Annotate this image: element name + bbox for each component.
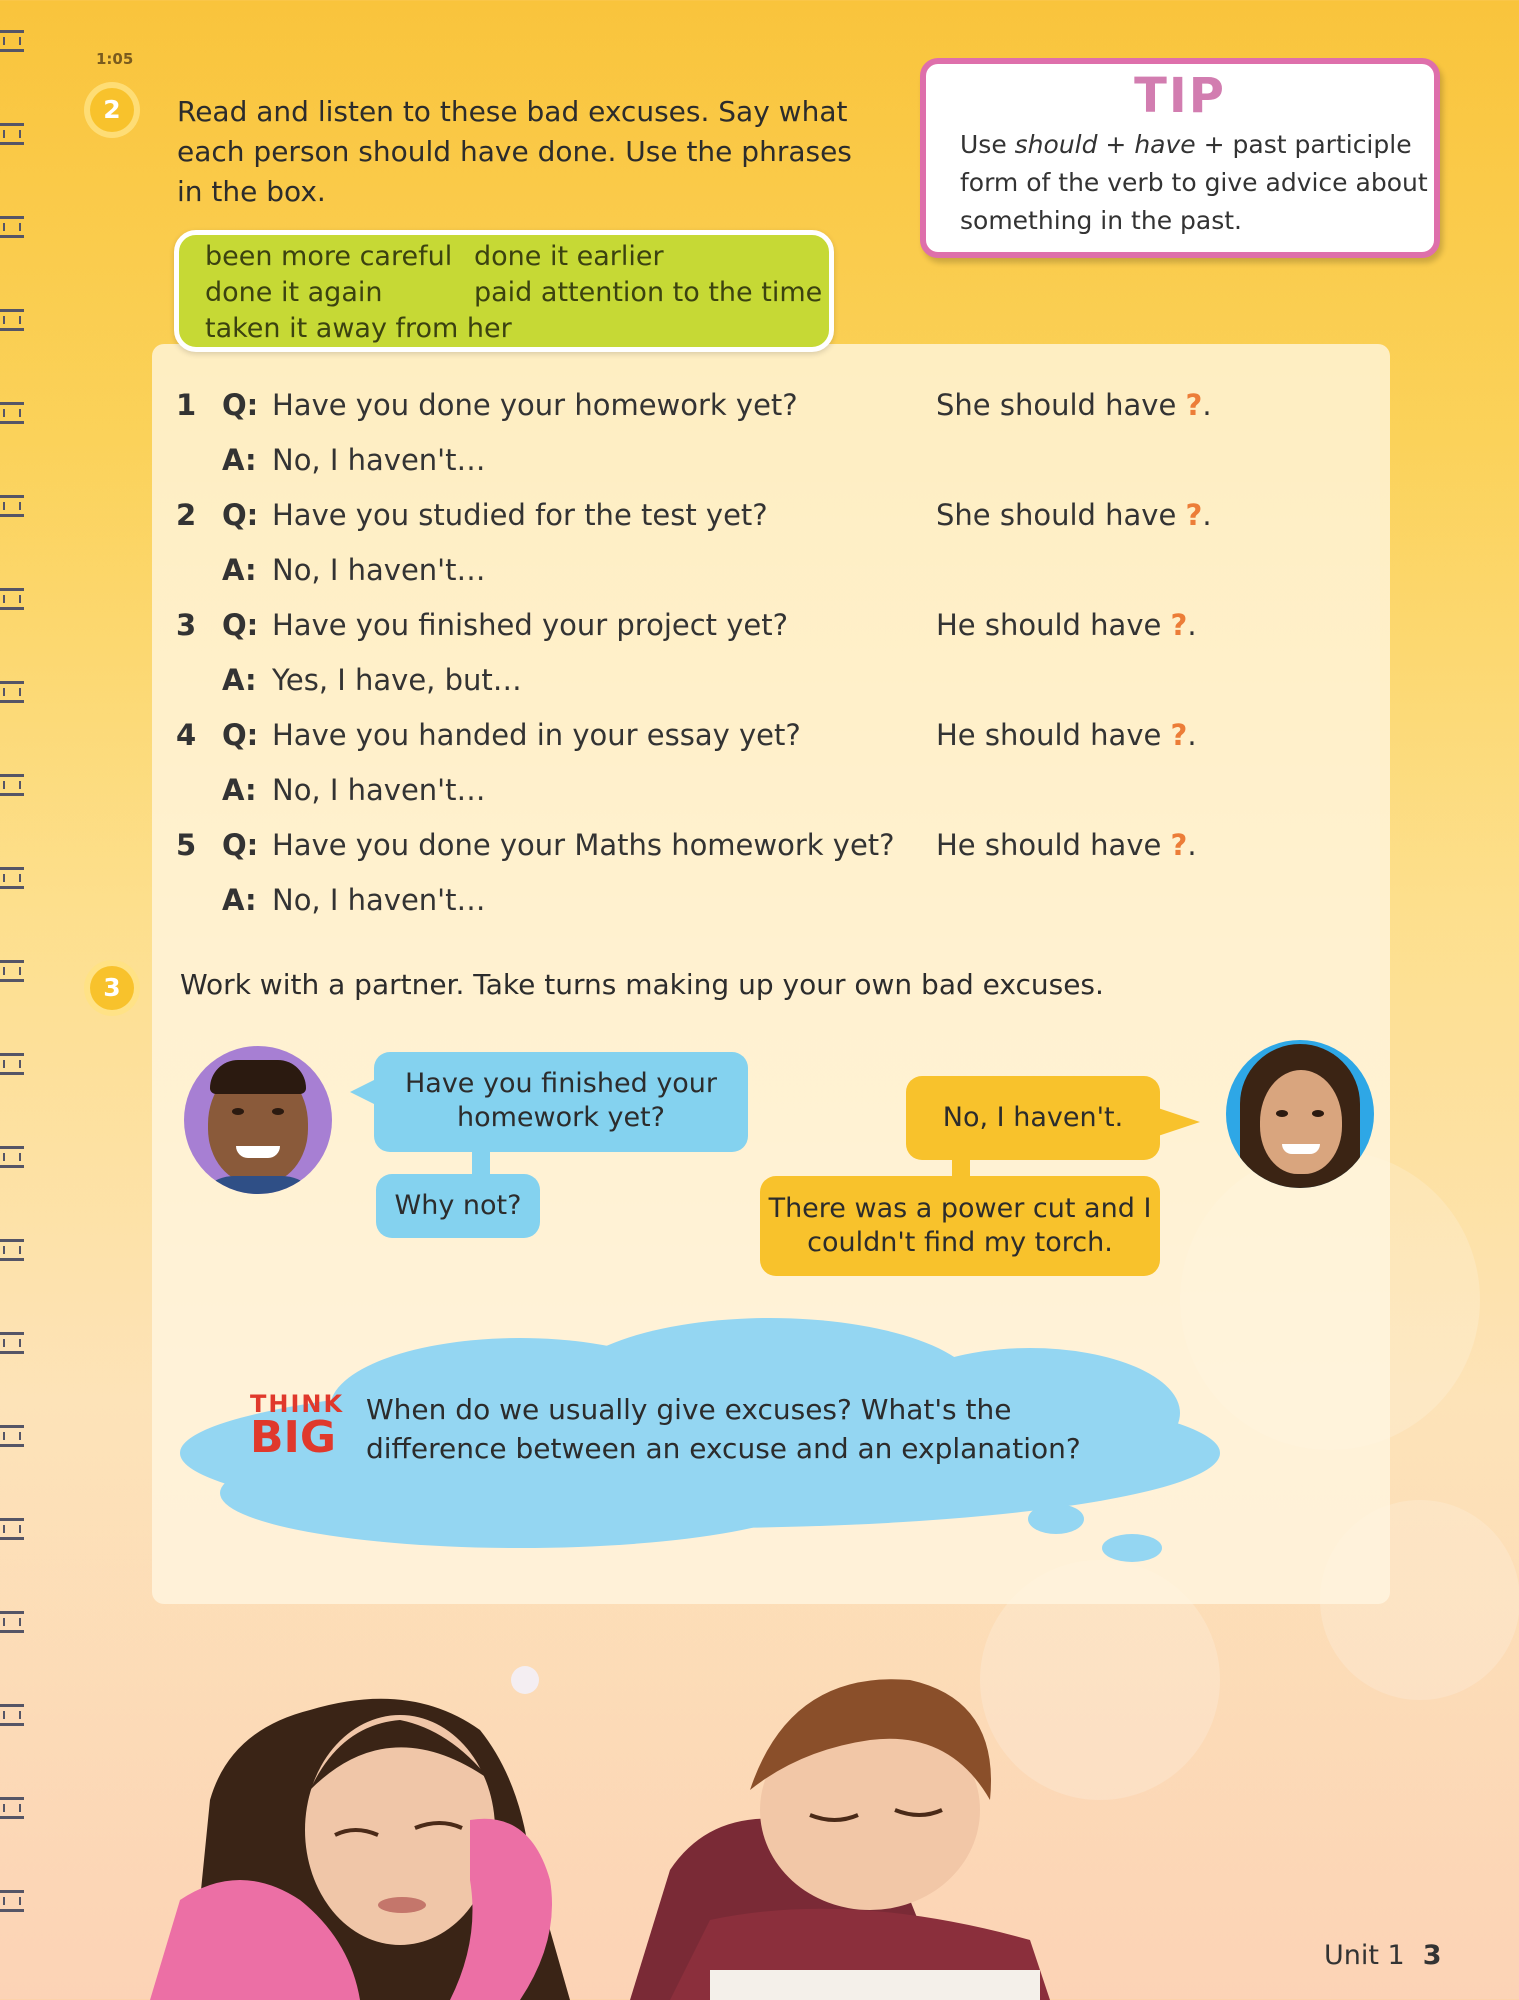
question-text: Have you finished your project yet? [272,608,789,642]
exercise-instruction: Read and listen to these bad excuses. Say what each person should have done. Use the phrases in the box. [177,95,852,208]
tip-text [960,126,1430,240]
model-answer [936,498,1212,532]
answer-text: No, I haven't… [272,883,486,917]
bubble-tail [1158,1108,1200,1136]
binding-ring [0,960,24,982]
binding-ring [0,588,24,610]
question-text: Have you done your Maths homework yet? [272,828,895,862]
page-number: 3 [1422,1940,1442,1971]
model-answer [936,608,1197,642]
answer-text: No, I haven't… [272,443,486,477]
question-mark-icon: ? [1185,388,1203,422]
girl-hair-clip [511,1666,539,1694]
tip-keyword-have: have [1134,130,1196,159]
binding-ring [0,867,24,889]
thought-bubble-dot [1028,1504,1084,1534]
answer-label: A: [222,443,257,477]
exercise-instruction: Work with a partner. Take turns making up your own bad excuses. [180,968,1104,1001]
question-mark-icon: ? [1170,828,1188,862]
think-big-label-bottom: BIG [250,1412,337,1463]
model-answer-text: He should have [936,608,1162,642]
answer-text: No, I haven't… [272,773,486,807]
binding-ring [0,1053,24,1075]
question-label: Q: [222,388,259,422]
page-footer [1324,1940,1442,1971]
question-mark-icon: ? [1170,608,1188,642]
unit-label: Unit 1 [1324,1940,1405,1971]
answer-text: No, I haven't… [272,553,486,587]
question-text: Have you done your homework yet? [272,388,798,422]
spiral-binding [0,30,26,1990]
question-text: Have you handed in your essay yet? [272,718,801,752]
bubble-connector [952,1158,970,1178]
phrase: been more careful [205,241,453,272]
exercise-number-badge: 2 [90,88,134,132]
model-answer-end: . [1187,718,1197,752]
question-label: Q: [222,498,259,532]
answer-label: A: [222,883,257,917]
question-text: Have you studied for the test yet? [272,498,768,532]
binding-ring [0,1890,24,1912]
binding-ring [0,1146,24,1168]
question-number: 3 [176,608,197,642]
model-answer-end: . [1202,498,1212,532]
binding-ring [0,1518,24,1540]
tip-text-part: Use [960,130,1015,159]
model-answer-end: . [1202,388,1212,422]
binding-ring [0,1704,24,1726]
bubble-tail [350,1078,378,1106]
answer-label: A: [222,553,257,587]
tip-text-part: + [1097,130,1135,159]
model-answer-text: He should have [936,828,1162,862]
think-big-question: When do we usually give excuses? What's the difference between an excuse and an explanation? [366,1393,1081,1465]
binding-ring [0,1611,24,1633]
phrase: done it earlier [474,241,664,272]
phrase-box [174,230,834,352]
question-number: 5 [176,828,197,862]
binding-ring [0,30,24,52]
question-number: 2 [176,498,197,532]
binding-ring [0,216,24,238]
tip-box [920,58,1440,258]
answer-label: A: [222,663,257,697]
answer-label: A: [222,773,257,807]
question-label: Q: [222,718,259,752]
model-answer [936,828,1197,862]
binding-ring [0,1332,24,1354]
speech-bubble-girl-answer: No, I haven't. [906,1076,1160,1160]
binding-ring [0,495,24,517]
exercise-number-badge: 3 [90,966,134,1010]
question-mark-icon: ? [1170,718,1188,752]
thought-bubble-dot [1102,1534,1162,1562]
model-answer-end: . [1187,828,1197,862]
question-label: Q: [222,608,259,642]
think-big-logo [250,1390,345,1463]
question-label: Q: [222,828,259,862]
answer-text: Yes, I have, but… [272,663,522,697]
tip-text-part: + past participle form of the verb to give advice about something in the past. [960,130,1428,235]
speech-bubble-girl-excuse: There was a power cut and I couldn't find my torch. [760,1176,1160,1276]
boy-avatar [184,1046,332,1194]
girl-avatar [1226,1040,1374,1188]
model-answer-end: . [1187,608,1197,642]
binding-ring [0,1797,24,1819]
model-answer-text: She should have [936,498,1177,532]
think-big-label-top: THINK [250,1390,345,1418]
binding-ring [0,1425,24,1447]
model-answer [936,388,1212,422]
bubble-connector [472,1150,490,1176]
question-number: 4 [176,718,197,752]
speech-bubble-boy-question: Have you finished your homework yet? [374,1052,748,1152]
binding-ring [0,309,24,331]
binding-ring [0,1239,24,1261]
binding-ring [0,402,24,424]
tip-keyword-should: should [1014,130,1098,159]
phrase: paid attention to the time [474,277,823,308]
model-answer [936,718,1197,752]
question-number: 1 [176,388,197,422]
binding-ring [0,774,24,796]
open-book [710,1970,1040,2000]
question-mark-icon: ? [1185,498,1203,532]
audio-track-time: 1:05 [96,50,134,68]
binding-ring [0,123,24,145]
binding-ring [0,681,24,703]
model-answer-text: She should have [936,388,1177,422]
tip-title: TIP [1134,68,1226,124]
phrase: done it again [205,277,383,308]
phrase: taken it away from her [205,313,512,344]
speech-bubble-boy-followup: Why not? [376,1174,540,1238]
sleeping-students-photo [150,1560,1250,2000]
model-answer-text: He should have [936,718,1162,752]
